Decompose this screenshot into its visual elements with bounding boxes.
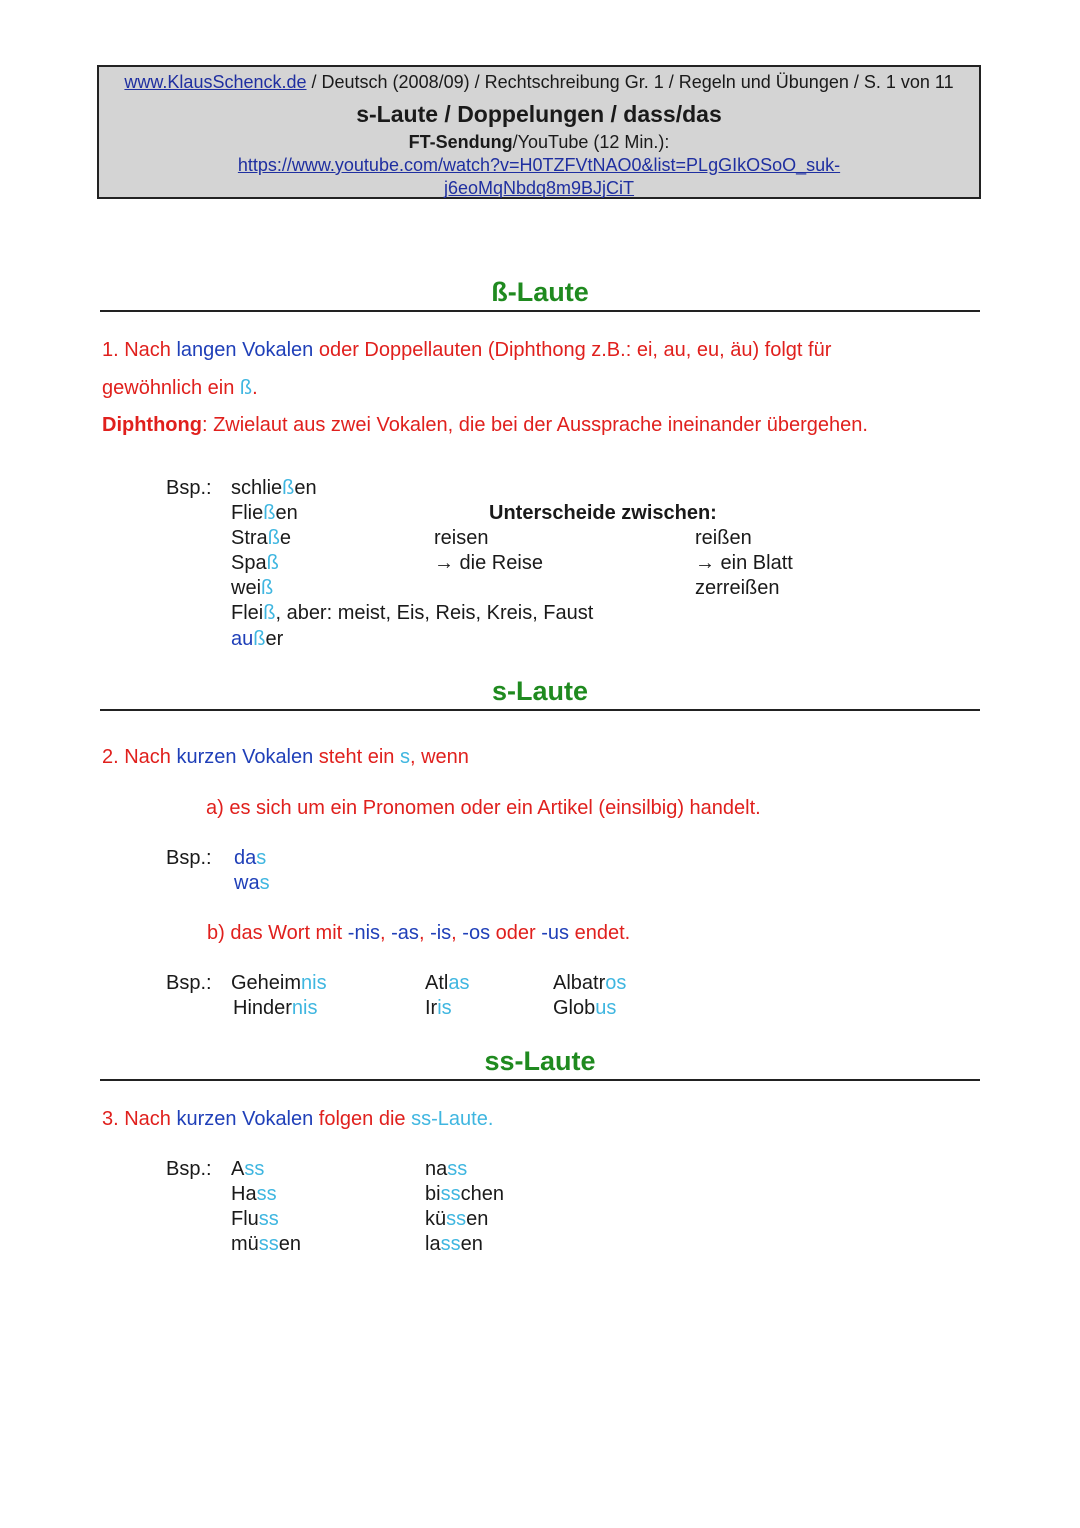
section-heading-sz: ß-Laute bbox=[491, 277, 589, 307]
example-word: lassen bbox=[425, 1233, 483, 1255]
video-url-line2 bbox=[99, 178, 979, 199]
example-word: schließen bbox=[231, 477, 317, 499]
example-word: Spaß bbox=[231, 552, 279, 574]
section-divider-ss bbox=[100, 1079, 980, 1081]
example-word: Straße bbox=[231, 527, 292, 549]
breadcrumb-text: / Deutsch (2008/09) / Rechtschreibung Gr. 1 / Regeln und Übungen / S. 1 von 11 bbox=[306, 72, 954, 92]
example-word: Iris bbox=[425, 997, 452, 1019]
show-info bbox=[99, 132, 979, 153]
header-breadcrumb bbox=[99, 72, 979, 93]
contrast-left-2: → die Reise bbox=[434, 552, 543, 574]
example-word-fleiss: Fleiß, aber: meist, Eis, Reis, Kreis, Faust bbox=[231, 602, 594, 624]
video-url-line1 bbox=[99, 155, 979, 176]
example-word: Hass bbox=[231, 1183, 277, 1205]
contrast-right-1: reißen bbox=[695, 527, 752, 549]
diphthong-definition: Diphthong: Zwielaut aus zwei Vokalen, die bei der Aussprache ineinander übergehen. bbox=[102, 414, 868, 436]
section-divider-s bbox=[100, 709, 980, 711]
bsp-label-sz: Bsp.: bbox=[166, 477, 212, 499]
video-link-part2[interactable]: j6eoMqNbdq8m9BJjCiT bbox=[443, 178, 635, 198]
example-word: bisschen bbox=[425, 1183, 504, 1205]
rule-1-line2: gewöhnlich ein ß. bbox=[102, 377, 258, 399]
site-link[interactable]: www.KlausSchenck.de bbox=[124, 72, 307, 92]
rule-1-line1: 1. Nach langen Vokalen oder Doppellauten (Diphthong z.B.: ei, au, eu, äu) folgt für bbox=[102, 339, 832, 361]
example-word: müssen bbox=[231, 1233, 302, 1255]
example-word: das bbox=[234, 847, 267, 869]
header-box bbox=[97, 65, 981, 199]
show-rest: /YouTube (12 Min.): bbox=[512, 132, 670, 152]
section-divider-sz bbox=[100, 310, 980, 312]
example-word: küssen bbox=[425, 1208, 489, 1230]
section-heading-s: s-Laute bbox=[491, 676, 589, 706]
rule-2-case-b: b) das Wort mit -nis, -as, -is, -os oder -us endet. bbox=[207, 922, 631, 944]
example-word: weiß bbox=[231, 577, 274, 599]
contrast-right-3: zerreißen bbox=[695, 577, 780, 599]
bsp-label-s-a: Bsp.: bbox=[166, 847, 212, 869]
video-link-part1[interactable]: https://www.youtube.com/watch?v=H0TZFVtNAO0&list=PLgGIkOSoO_suk- bbox=[237, 155, 841, 175]
example-word: Hindernis bbox=[233, 997, 318, 1019]
bsp-label-s-b: Bsp.: bbox=[166, 972, 212, 994]
contrast-left-1: reisen bbox=[434, 527, 489, 549]
example-word: nass bbox=[425, 1158, 468, 1180]
example-word: Fließen bbox=[231, 502, 298, 524]
show-label: FT-Sendung bbox=[408, 132, 513, 152]
example-word: Albatros bbox=[553, 972, 627, 994]
bsp-label-ss: Bsp.: bbox=[166, 1158, 212, 1180]
rule-3: 3. Nach kurzen Vokalen folgen die ss-Laute. bbox=[102, 1108, 494, 1130]
example-word: Atlas bbox=[425, 972, 470, 994]
section-heading-ss: ss-Laute bbox=[484, 1046, 596, 1076]
rule-2-case-a: a) es sich um ein Pronomen oder ein Artikel (einsilbig) handelt. bbox=[206, 797, 761, 819]
example-word: was bbox=[234, 872, 270, 894]
contrast-heading: Unterscheide zwischen: bbox=[489, 502, 717, 524]
example-word-ausser: außer bbox=[231, 628, 284, 650]
example-word: Globus bbox=[553, 997, 617, 1019]
example-word: Fluss bbox=[231, 1208, 279, 1230]
page-title: s-Laute / Doppelungen / dass/das bbox=[356, 101, 722, 127]
example-word: Geheimnis bbox=[231, 972, 327, 994]
contrast-right-2: → ein Blatt bbox=[695, 552, 793, 574]
rule-2: 2. Nach kurzen Vokalen steht ein s, wenn bbox=[102, 746, 469, 768]
example-word: Ass bbox=[231, 1158, 265, 1180]
